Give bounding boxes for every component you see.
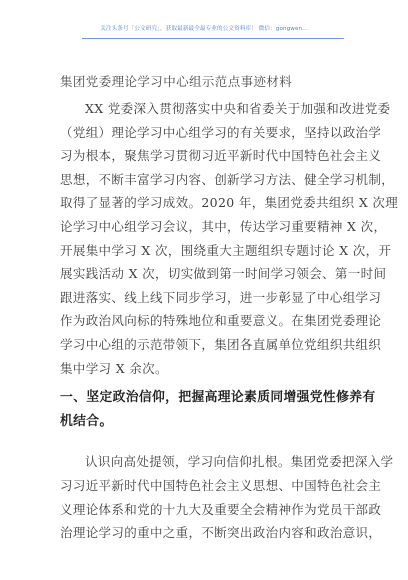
intro-line: XX 党委深入贯彻落实中央和省委关于加强和改进党委	[85, 101, 391, 116]
heading-line: 机结合。	[60, 414, 113, 429]
intro-line: 论学习中心组学习会议，其中，传达学习重要精神 X 次，	[60, 219, 387, 234]
intro-line: 习为根本，聚焦学习贯彻习近平新时代中国特色社会主义	[60, 148, 382, 164]
top-banner: 关注头条号「公文研究」，获取最新最全最专业的公文资料库！ 微信：gongwen...	[100, 26, 308, 32]
body-line: 义理论体系和党的十九大及重要全会精神作为党员干部政	[60, 501, 382, 517]
intro-line: 作为政治风向标的特殊地位和重要意义。在集团党委理论	[60, 313, 382, 329]
intro-line: 思想，不断丰富学习内容、创新学习方法、健全学习机制，	[60, 171, 395, 187]
intro-line: 跟进落实、线上线下同步学习，进一步彰显了中心组学习	[60, 289, 382, 305]
heading-line: 一、坚定政治信仰，把握高理论素质同增强党性修养有	[60, 390, 376, 405]
banner-divider	[82, 38, 344, 39]
intro-line: （党组）理论学习中心组学习的有关要求，坚持以政治学	[60, 124, 382, 140]
intro-line: 展实践活动 X 次，切实做到第一时间学习领会、第一时间	[60, 266, 387, 282]
intro-line: 取得了显著的学习成效。2020 年，集团党委共组织 X 次理	[60, 195, 399, 211]
body-line: 习习近平新时代中国特色社会主义思想、中国特色社会主	[60, 477, 382, 493]
intro-line: 集中学习 X 余次。	[60, 360, 168, 376]
intro-line: 开展集中学习 X 次，围绕重大主题组织专题讨论 X 次，开	[60, 242, 392, 258]
intro-line: 学习中心组的示范带领下，集团各直属单位党组织共组织	[60, 337, 382, 352]
body-line: 认识向高处提领，学习向信仰扎根。集团党委把深入学	[85, 454, 394, 469]
document-title: 集团党委理论学习中心组示范点事迹材料	[60, 74, 293, 89]
body-line: 治理论学习的重中之重，不断突出政治内容和政治意识，	[60, 525, 382, 541]
